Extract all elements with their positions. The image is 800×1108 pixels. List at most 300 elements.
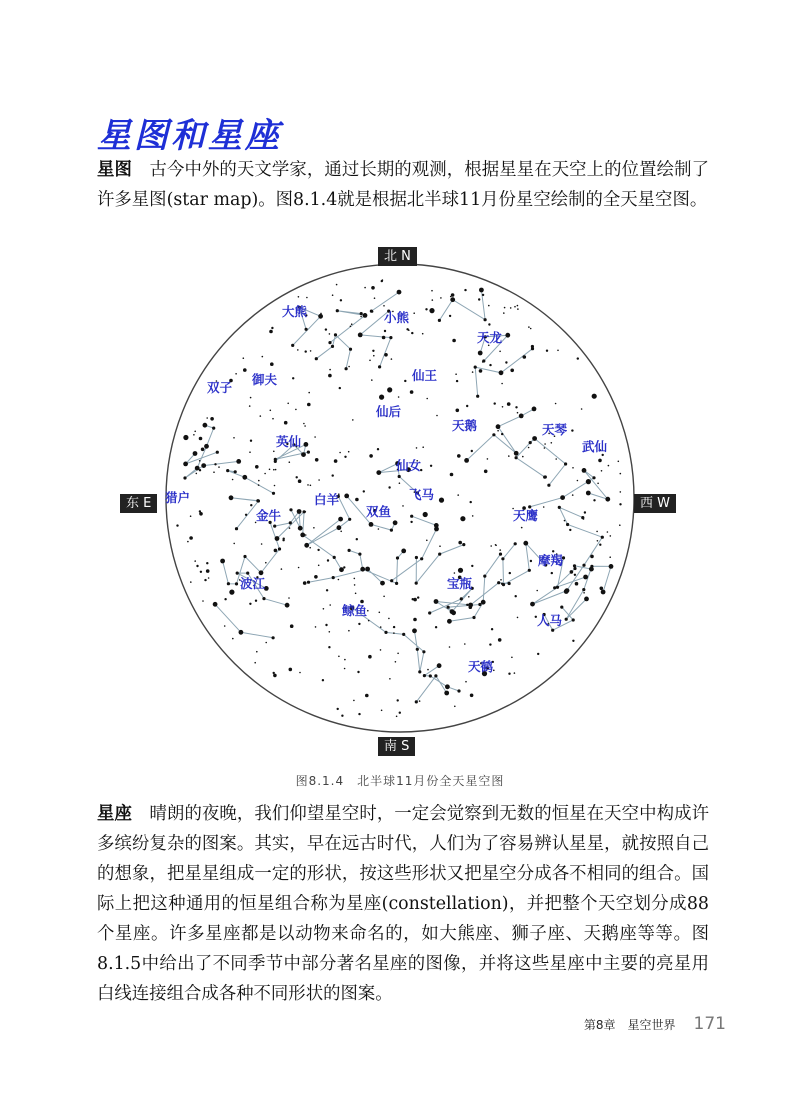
- star-dot: [369, 454, 373, 458]
- star-dot: [194, 560, 196, 562]
- star-dot: [358, 623, 360, 625]
- star-dot: [411, 332, 413, 334]
- star-dot: [419, 700, 421, 702]
- bright-star: [376, 470, 381, 475]
- bright-star: [544, 475, 547, 478]
- star-dot: [546, 350, 548, 352]
- star-dot: [318, 479, 320, 481]
- bright-star: [204, 444, 209, 449]
- star-dot: [289, 668, 293, 672]
- star-dot: [213, 471, 215, 473]
- star-dot: [412, 598, 414, 600]
- bright-star: [415, 582, 418, 585]
- label-tianhe: 天鹤: [468, 659, 494, 674]
- star-dot: [379, 395, 384, 400]
- star-dot: [353, 700, 355, 702]
- star-dot: [458, 541, 462, 545]
- star-dot: [314, 436, 316, 438]
- bright-star: [370, 310, 373, 313]
- star-dot: [377, 448, 379, 450]
- star-dot: [509, 572, 511, 574]
- star-dot: [264, 473, 266, 475]
- star-dot: [272, 418, 274, 420]
- star-dot: [388, 618, 390, 620]
- star-dot: [482, 294, 484, 296]
- star-dot: [199, 512, 203, 516]
- star-dot: [528, 447, 530, 449]
- star-dot: [357, 671, 359, 673]
- bright-star: [300, 533, 305, 538]
- star-dot: [322, 679, 324, 681]
- bright-star: [519, 414, 524, 419]
- star-dot: [337, 708, 339, 710]
- star-dot: [470, 501, 472, 503]
- star-dot: [564, 520, 566, 522]
- star-dot: [514, 306, 516, 308]
- star-dot: [497, 430, 499, 432]
- bright-star: [349, 348, 352, 351]
- bright-star: [422, 650, 425, 653]
- star-dot: [340, 299, 342, 301]
- bright-star: [437, 663, 442, 668]
- star-dot: [243, 368, 247, 372]
- bright-star: [331, 345, 334, 348]
- star-dot: [384, 330, 386, 332]
- bright-star: [396, 556, 399, 559]
- star-dot: [515, 406, 517, 408]
- bright-star: [601, 536, 604, 539]
- star-dot: [507, 402, 511, 406]
- star-dot: [536, 590, 538, 592]
- star-dot: [364, 287, 366, 289]
- star-dot: [454, 706, 456, 708]
- bright-star: [478, 603, 481, 606]
- star-dot: [243, 357, 245, 359]
- label-tiane: 天鹅: [452, 418, 478, 433]
- constellation-line: [439, 290, 485, 320]
- bright-star: [532, 407, 537, 412]
- bright-star: [547, 484, 550, 487]
- star-dot: [557, 350, 559, 352]
- constellation-line: [516, 439, 566, 486]
- bright-star: [298, 526, 303, 531]
- star-dot: [193, 434, 195, 436]
- star-dot: [332, 294, 334, 296]
- bright-star: [303, 510, 306, 513]
- star-dot: [391, 358, 393, 360]
- star-dot: [602, 454, 604, 456]
- star-dot: [288, 597, 290, 599]
- star-dot: [495, 544, 497, 546]
- direction-west: 西 W: [634, 494, 676, 513]
- bright-star: [239, 630, 244, 635]
- bright-star: [497, 581, 500, 584]
- label-wuxian: 武仙: [582, 439, 608, 454]
- star-dot: [367, 610, 369, 612]
- star-dot: [572, 640, 574, 642]
- constellation-line: [186, 452, 218, 464]
- star-dot: [339, 452, 341, 454]
- figure-caption: 图8.1.4 北半球11月份全天星空图: [295, 774, 505, 788]
- star-dot: [338, 656, 340, 658]
- star-dot: [304, 425, 306, 427]
- bright-star: [532, 436, 537, 441]
- star-dot: [292, 377, 294, 379]
- star-dot: [451, 293, 455, 297]
- bright-star: [193, 451, 198, 456]
- bright-star: [348, 518, 351, 521]
- star-dot: [410, 521, 412, 523]
- bright-star: [553, 586, 556, 589]
- star-dot: [584, 511, 586, 513]
- label-xianwang: 仙王: [412, 368, 438, 383]
- star-dot: [389, 678, 391, 680]
- star-dot: [427, 669, 429, 671]
- constellation-labels: [164, 304, 608, 674]
- star-dot: [599, 544, 601, 546]
- star-dot: [574, 574, 576, 576]
- star-dot: [296, 476, 298, 478]
- bright-star: [365, 567, 370, 572]
- star-dot: [601, 470, 603, 472]
- star-dot: [618, 461, 620, 463]
- bright-star: [333, 556, 336, 559]
- star-dot: [199, 460, 201, 462]
- star-dot: [256, 651, 258, 653]
- constellation-line: [530, 470, 608, 507]
- label-xiaoxiong: 小熊: [384, 310, 410, 325]
- bright-star: [447, 606, 450, 609]
- star-dot: [393, 632, 395, 634]
- star-dot: [413, 618, 417, 622]
- bright-star: [581, 516, 584, 519]
- star-dot: [269, 330, 273, 334]
- star-dot: [348, 451, 350, 453]
- star-dot: [233, 543, 235, 545]
- star-dot: [464, 643, 466, 645]
- star-dots: [176, 279, 621, 717]
- star-dot: [383, 596, 385, 598]
- star-dot: [508, 673, 510, 675]
- star-dot: [435, 626, 437, 628]
- star-dot: [307, 484, 309, 486]
- star-dot: [369, 360, 371, 362]
- star-dot: [328, 646, 330, 648]
- bright-star: [601, 590, 606, 595]
- star-dot: [537, 653, 539, 655]
- star-dot: [449, 315, 451, 317]
- star-dot: [382, 279, 384, 281]
- star-dot: [491, 628, 493, 630]
- star-dot: [358, 713, 360, 715]
- star-dot: [450, 473, 454, 477]
- star-dot: [208, 577, 210, 579]
- star-dot: [332, 474, 334, 476]
- bright-star: [428, 611, 431, 614]
- star-dot: [383, 305, 385, 307]
- star-dot: [315, 458, 319, 462]
- star-dot: [402, 505, 404, 507]
- label-renma: 人马: [537, 613, 563, 628]
- bright-star: [380, 581, 385, 586]
- star-dot: [329, 369, 331, 371]
- bright-star: [418, 670, 421, 673]
- star-dot: [494, 402, 496, 404]
- star-dot: [501, 433, 503, 435]
- star-dot: [325, 328, 327, 330]
- star-dot: [597, 483, 599, 485]
- star-dot: [318, 565, 320, 567]
- star-dot: [408, 329, 410, 331]
- bright-star: [583, 575, 588, 580]
- bright-star: [235, 582, 238, 585]
- page-number: 171: [693, 1014, 726, 1034]
- bright-star: [213, 602, 218, 607]
- star-dot: [432, 299, 434, 301]
- star-dot: [329, 604, 331, 606]
- bright-star: [464, 458, 469, 463]
- star-dot: [610, 535, 612, 537]
- star-dot: [508, 455, 510, 457]
- bright-star: [339, 567, 344, 572]
- constellation-line: [371, 292, 399, 311]
- star-dot: [598, 459, 602, 463]
- bright-star: [203, 423, 208, 428]
- label-jingyu: 鲸鱼: [342, 603, 368, 618]
- bright-star: [318, 314, 323, 319]
- bright-star: [358, 553, 361, 556]
- star-dot: [190, 515, 192, 517]
- bright-star: [262, 597, 265, 600]
- star-dot: [609, 556, 611, 558]
- bright-star: [220, 559, 225, 564]
- star-dot: [371, 286, 375, 290]
- label-shuangzi: 双子: [207, 380, 233, 395]
- star-dot: [196, 473, 198, 475]
- star-dot: [484, 470, 488, 474]
- star-dot: [404, 380, 406, 382]
- star-dot: [399, 482, 401, 484]
- star-dot: [395, 661, 397, 663]
- bright-star: [337, 525, 342, 530]
- star-dot: [303, 581, 307, 585]
- star-dot: [466, 604, 468, 606]
- star-dot: [298, 479, 302, 483]
- bright-star: [462, 543, 465, 546]
- bright-star: [508, 582, 511, 585]
- bright-star: [476, 395, 479, 398]
- bright-star: [531, 345, 534, 348]
- bright-star: [573, 567, 576, 570]
- star-dot: [460, 516, 465, 521]
- bright-star: [565, 618, 568, 621]
- constellation-line: [185, 425, 239, 478]
- star-dot: [299, 672, 301, 674]
- section-title: 星图和星座: [97, 116, 282, 156]
- star-dot: [315, 626, 317, 628]
- star-dot: [413, 598, 417, 602]
- star-dot: [224, 598, 226, 600]
- star-dot: [619, 524, 621, 526]
- star-dot: [571, 429, 573, 431]
- bright-star: [589, 567, 594, 572]
- bright-star: [515, 456, 518, 459]
- star-dot: [351, 323, 353, 325]
- star-dot: [328, 374, 332, 378]
- bright-star: [572, 618, 575, 621]
- star-dot: [355, 498, 359, 502]
- star-dot: [201, 448, 205, 452]
- star-dot: [306, 297, 308, 299]
- chapter-title: 第8章 星空世界: [583, 1018, 676, 1032]
- star-dot: [275, 469, 277, 471]
- bright-star: [259, 570, 264, 575]
- star-dot: [555, 458, 557, 460]
- star-dot: [501, 383, 503, 385]
- bright-star: [556, 586, 559, 589]
- star-dot: [355, 593, 357, 595]
- star-dot: [470, 694, 474, 698]
- star-dot: [468, 596, 470, 598]
- star-dot: [572, 467, 574, 469]
- star-dot: [199, 437, 203, 441]
- bright-star: [360, 567, 365, 572]
- star-dot: [250, 440, 252, 442]
- star-dot: [570, 570, 574, 574]
- star-dot: [472, 515, 474, 517]
- constellation-line: [392, 516, 437, 581]
- star-dot: [430, 465, 432, 467]
- direction-east: 东 E: [120, 494, 157, 513]
- star-dot: [426, 398, 428, 400]
- star-dot: [457, 454, 461, 458]
- bright-star: [397, 290, 402, 295]
- star-dot: [338, 579, 340, 581]
- bright-star: [609, 564, 614, 569]
- star-dot: [368, 620, 370, 622]
- bright-star: [389, 336, 392, 339]
- star-dot: [387, 387, 392, 392]
- star-dot: [577, 480, 579, 482]
- star-dot: [511, 657, 513, 659]
- star-dot: [206, 569, 210, 573]
- bright-star: [278, 547, 281, 550]
- label-yufu: 御夫: [252, 372, 278, 387]
- bright-star: [332, 576, 335, 579]
- bright-star: [402, 633, 405, 636]
- bright-star: [256, 499, 259, 502]
- star-dot: [204, 579, 206, 581]
- bright-star: [505, 333, 510, 338]
- star-dot: [597, 540, 599, 542]
- star-dot: [517, 617, 519, 619]
- star-dot: [583, 592, 585, 594]
- star-dot: [325, 624, 327, 626]
- star-dot: [544, 447, 546, 449]
- star-dot: [498, 638, 502, 642]
- star-dot: [458, 568, 463, 573]
- star-dot: [471, 450, 473, 452]
- bright-star: [523, 541, 528, 546]
- star-dot: [372, 350, 374, 352]
- label-jinniu: 金牛: [256, 508, 282, 523]
- star-dot: [281, 568, 283, 570]
- bright-star: [360, 312, 363, 315]
- star-dot: [297, 349, 299, 351]
- star-dot: [206, 562, 208, 564]
- star-dot: [493, 670, 495, 672]
- star-dot: [530, 328, 532, 330]
- bright-star: [398, 475, 401, 478]
- star-dot: [265, 642, 267, 644]
- constellation-line: [223, 522, 280, 584]
- bright-star: [336, 309, 339, 312]
- star-dot: [503, 312, 505, 314]
- bright-star: [573, 564, 576, 567]
- star-dot: [189, 536, 193, 540]
- bright-star: [338, 517, 343, 522]
- bright-star: [429, 674, 432, 677]
- star-dot: [380, 626, 382, 628]
- star-dot: [270, 362, 274, 366]
- star-dot: [354, 578, 356, 580]
- star-dot: [500, 579, 502, 581]
- label-baiyang: 白羊: [314, 492, 340, 507]
- bright-star: [582, 564, 585, 567]
- star-dot: [489, 364, 491, 366]
- label-liehu: 猎户: [165, 490, 191, 505]
- bright-star: [529, 441, 532, 444]
- bright-star: [275, 536, 280, 541]
- star-dot: [250, 504, 252, 506]
- bright-star: [492, 433, 495, 436]
- bright-star: [496, 424, 501, 429]
- star-dot: [569, 529, 571, 531]
- bright-star: [328, 341, 331, 344]
- bright-star: [272, 636, 275, 639]
- star-dot: [308, 392, 310, 394]
- bright-star: [285, 603, 290, 608]
- star-dot: [343, 566, 345, 568]
- star-dot: [344, 659, 346, 661]
- star-dot: [295, 409, 297, 411]
- star-dot: [326, 589, 328, 591]
- star-dot: [378, 528, 380, 530]
- star-dot: [551, 572, 553, 574]
- star-dot: [575, 582, 579, 586]
- star-dot: [384, 353, 388, 357]
- star-dot: [214, 463, 216, 465]
- bright-star: [195, 466, 200, 471]
- bright-star: [272, 492, 275, 495]
- bright-star: [584, 597, 589, 602]
- constellation-line: [277, 512, 342, 570]
- star-dot: [274, 485, 276, 487]
- star-dot: [339, 387, 341, 389]
- star-dot: [478, 298, 480, 300]
- bright-star: [243, 555, 246, 558]
- star-dot: [397, 699, 399, 701]
- star-dot: [317, 549, 319, 551]
- label-baoping: 宝瓶: [447, 576, 473, 591]
- bright-star: [393, 520, 398, 525]
- star-dot: [422, 446, 424, 448]
- star-dot: [273, 674, 277, 678]
- bright-star: [560, 606, 563, 609]
- bright-star: [434, 599, 439, 604]
- bright-star: [457, 689, 460, 692]
- label-mojie: 摩羯: [538, 553, 564, 568]
